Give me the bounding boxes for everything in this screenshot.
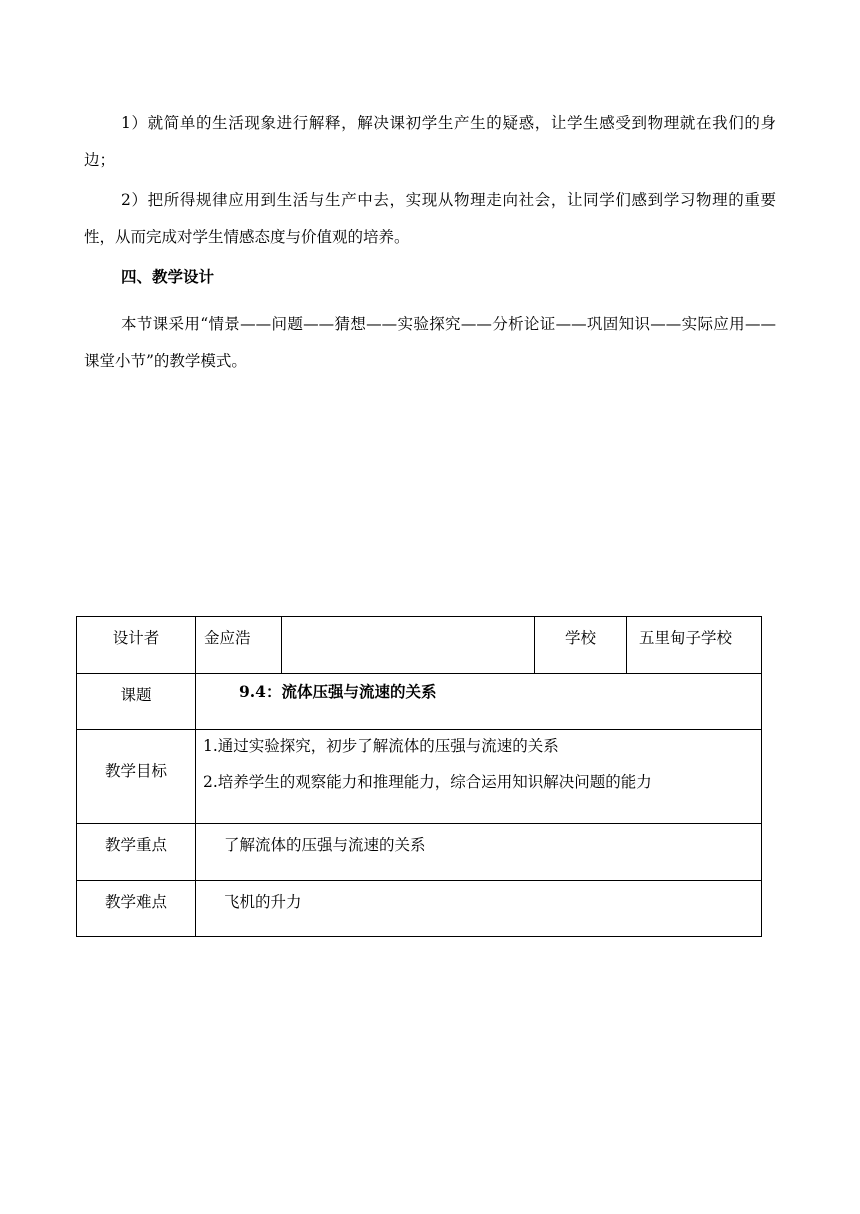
lesson-info-table [76,616,762,937]
key-point-label: 教学重点 [77,824,196,881]
difficulty-label: 教学难点 [77,881,196,937]
table-row [77,730,762,824]
table-row [77,881,762,937]
section-heading: 四、教学设计 [121,267,215,286]
table-row [77,674,762,730]
topic-value: 9.4：流体压强与流速的关系 [196,674,762,730]
key-point-value: 了解流体的压强与流速的关系 [196,824,762,881]
paragraph-1: 1）就简单的生活现象进行解释，解决课初学生产生的疑惑，让学生感受到物理就在我们的身边； [84,114,776,169]
designer-label: 设计者 [77,617,196,674]
paragraph-3: 本节课采用“情景——问题——猜想——实验探究——分析论证——巩固知识——实际应用——课堂小节”的教学模式。 [84,315,776,370]
paragraph-2: 2）把所得规律应用到生活与生产中去，实现从物理走向社会，让同学们感到学习物理的重要性，从而完成对学生情感态度与价值观的培养。 [84,191,776,246]
table-row [77,824,762,881]
goal-item: 1.通过实验探究，初步了解流体的压强与流速的关系 [203,737,559,755]
goals-value [196,730,762,824]
difficulty-value: 飞机的升力 [196,881,762,937]
topic-label: 课题 [77,674,196,730]
goals-label: 教学目标 [77,730,196,824]
school-value: 五里甸子学校 [627,617,762,674]
school-label: 学校 [535,617,627,674]
table-row [77,617,762,674]
goal-item: 2.培养学生的观察能力和推理能力，综合运用知识解决问题的能力 [203,773,652,791]
empty-cell [282,617,535,674]
designer-value: 金应浩 [196,617,282,674]
